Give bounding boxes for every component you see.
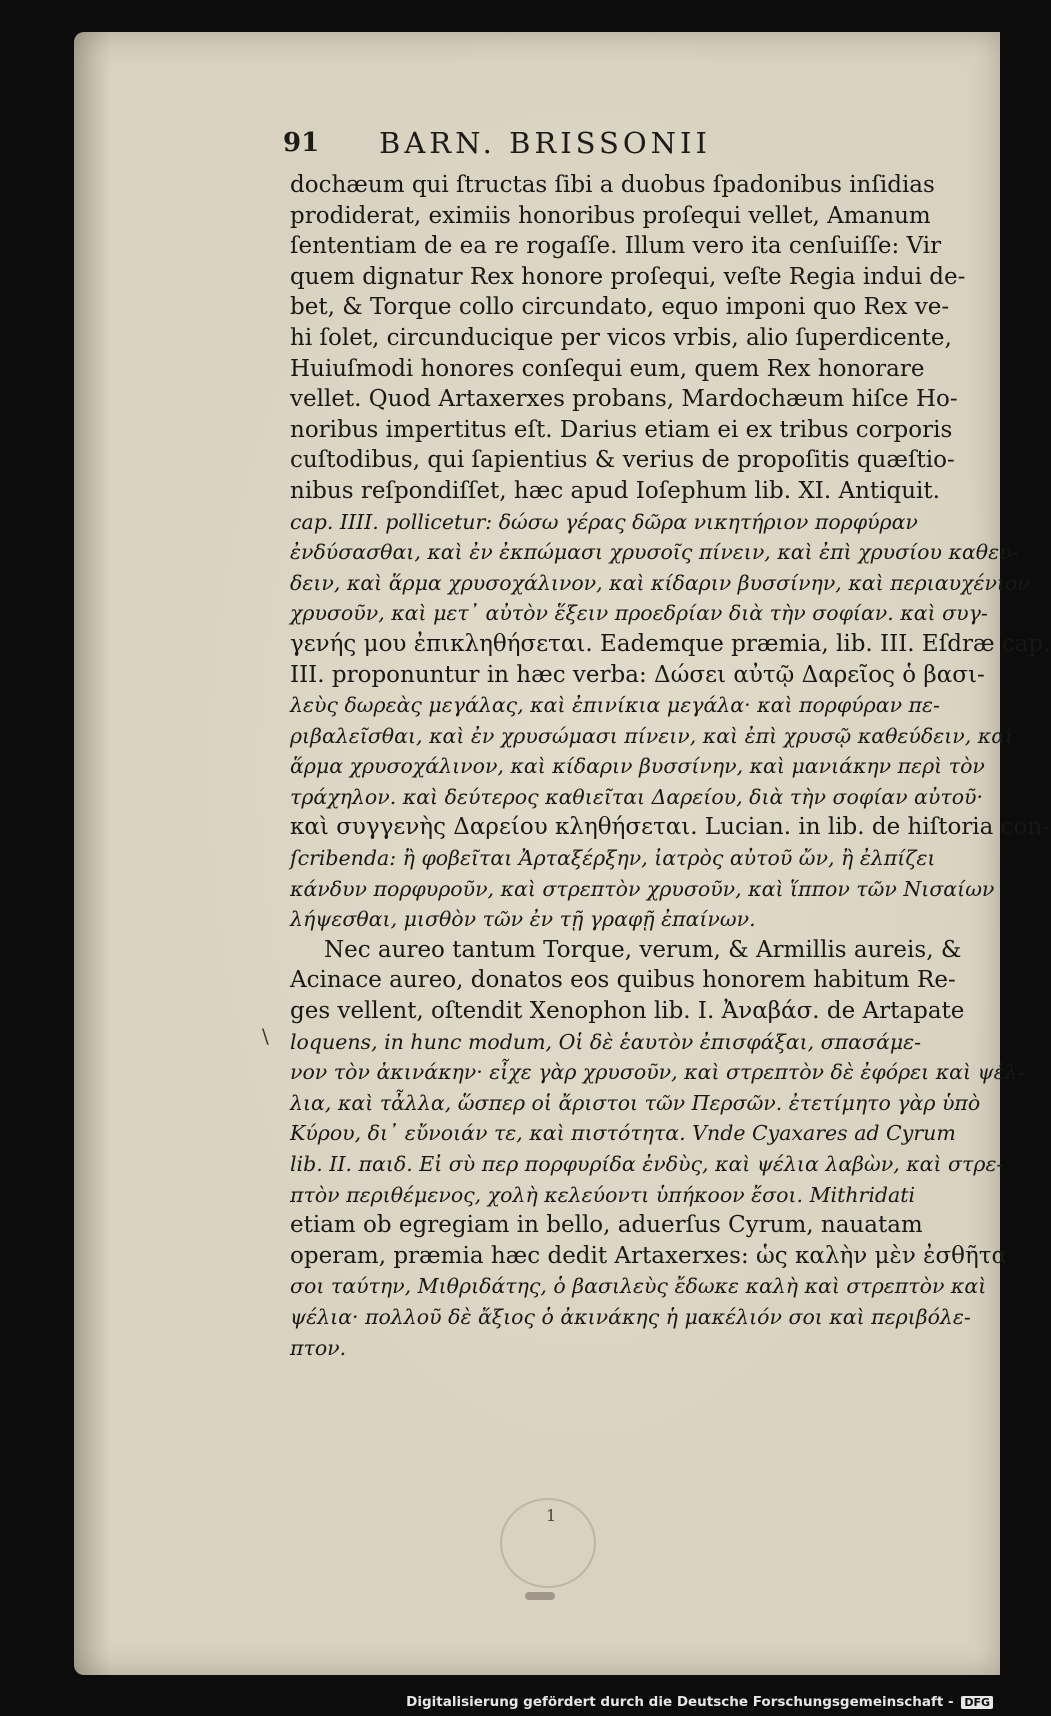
text-line: bet, & Torque collo circundato, equo imponi quo Rex ve- [290,294,950,321]
digitization-footer [0,1694,993,1710]
text-line: σοι ταύτην, Μιθριδάτης, ὁ βασιλεὺς ἔδωκε καλὴ καὶ στρεπτὸν καὶ [290,1274,987,1299]
text-line: loquens, in hunc modum, Οἱ δὲ ἑαυτὸν ἐπισφάξαι, σπασάμε- [290,1029,922,1054]
text-line: lib. II. παιδ. Εἰ σὺ περ πορφυρίδα ἐνδὺς, καὶ ψέλια λαβὼν, καὶ στρε- [290,1152,1004,1176]
text-line: hi ſolet, circunducique per vicos vrbis, alio ſuperdicente, [290,324,952,351]
text-line: καὶ συγγενὴς Δαρείου κληθήσεται. Lucian. in lib. de hiſtoria con- [290,814,1050,841]
text-line: ριβαλεῖσθαι, καὶ ἐν χρυσώμασι πίνειν, καὶ ἐπὶ χρυσῷ καθεύδειν, καὶ [290,723,1014,748]
text-line: πτὸν περιθέμενος, χολὴ κελεύοντι ὑπήκοον ἔσοι. Mithridati [290,1182,916,1207]
text-line: prodiderat, eximiis honoribus proſequi vellet, Amanum [290,202,931,229]
text-line: dochæum qui ſtructas ſibi a duobus ſpadonibus inſidias [290,172,935,198]
stamp-mark: 1 [546,1506,557,1525]
margin-mark: \ [262,1024,269,1048]
dfg-logo: DFG [961,1696,993,1709]
text-line: Huiuſmodi honores conſequi eum, quem Rex honorare [290,355,925,382]
text-line: etiam ob egregiam in bello, aduerſus Cyrum, nauatam [290,1212,923,1239]
text-line: III. proponuntur in hæc verba: Δώσει αὐτῷ Δαρεῖος ὁ βασι- [290,661,985,688]
text-body [290,170,1051,1363]
text-line: νον τὸν ἀκινάκην· εἶχε γὰρ χρυσοῦν, καὶ στρεπτὸν δὲ ἐφόρει καὶ ψέλ- [290,1060,1025,1085]
text-line: γενής μου ἐπικληθήσεται. Eademque præmia, lib. III. Eſdræ cap. [290,630,1051,657]
text-line: operam, præmia hæc dedit Artaxerxes: ὡς καλὴν μὲν ἐσθῆτα [290,1242,1008,1269]
text-line: Κύρου, δι᾽ εὔνοιάν τε, καὶ πιστότητα. Vnde Cyaxares ad Cyrum [290,1121,956,1146]
text-line: ſententiam de ea re rogaſſe. Illum vero ita cenſuiſſe: Vir [290,233,942,260]
text-line: δειν, καὶ ἅρμα χρυσοχάλινον, καὶ κίδαριν βυσσίνην, καὶ περιαυχένιον [290,570,1030,595]
text-line: Acinace aureo, donatos eos quibus honorem habitum Re- [290,967,956,994]
text-line: λια, καὶ τἆλλα, ὥσπερ οἱ ἄριστοι τῶν Περσῶν. ἐτετίμητο γὰρ ὑπὸ [290,1090,981,1115]
text-line: Nec aureo tantum Torque, verum, & Armillis aureis, & [324,936,962,963]
page-number: 91 [283,128,320,158]
text-line: ſcribenda: ἢ φοβεῖται Ἀρταξέρξην, ἰατρὸς αὐτοῦ ὤν, ἢ ἐλπίζει [290,846,936,871]
text-line: λήψεσθαι, μισθὸν τῶν ἐν τῇ γραφῇ ἐπαίνων. [290,907,756,932]
text-line: πτον. [290,1335,347,1360]
running-head: BARN. BRISSONII [379,126,711,160]
text-line: ἐνδύσασθαι, καὶ ἐν ἐκπώμασι χρυσοῖς πίνειν, καὶ ἐπὶ χρυσίου καθεύ- [290,540,1019,565]
ink-blot [525,1592,555,1600]
text-line: χρυσοῦν, καὶ μετ᾽ αὐτὸν ἕξειν προεδρίαν διὰ τὴν σοφίαν. καὶ συγ- [290,601,988,626]
text-line: τράχηλον. καὶ δεύτερος καθιεῖται Δαρείου, διὰ τὴν σοφίαν αὐτοῦ· [290,784,984,809]
text-line: ψέλια· πολλοῦ δὲ ἄξιος ὁ ἀκινάκης ἡ μακέλιόν σοι καὶ περιβόλε- [290,1304,971,1329]
text-line: ἅρμα χρυσοχάλινον, καὶ κίδαριν βυσσίνην, καὶ μανιάκην περὶ τὸν [290,754,985,779]
text-line: λεὺς δωρεὰς μεγάλας, καὶ ἐπινίκια μεγάλα· καὶ πορφύραν πε- [290,693,940,718]
text-line: nibus reſpondiſſet, hæc apud Ioſephum lib. XI. Antiquit. [290,477,940,504]
text-line: cap. IIII. pollicetur: δώσω γέρας δῶρα νικητήριον πορφύραν [290,509,918,534]
text-line: quem dignatur Rex honore proſequi, veſte Regia indui de- [290,263,966,290]
text-line: κάνδυν πορφυροῦν, καὶ στρεπτὸν χρυσοῦν, καὶ ἵππον τῶν Νισαίων [290,876,995,901]
text-line: ges vellent, oſtendit Xenophon lib. I. Ἀναβάσ. de Artapate [290,998,965,1025]
text-line: vellet. Quod Artaxerxes probans, Mardochæum hiſce Ho- [290,386,958,413]
text-line: cuſtodibus, qui ſapientius & verius de propoſitis quæſtio- [290,447,955,474]
text-line: noribus impertitus eſt. Darius etiam ei ex tribus corporis [290,416,953,443]
footer-text: Digitalisierung gefördert durch die Deutsche Forschungsgemeinschaft - [406,1694,954,1710]
